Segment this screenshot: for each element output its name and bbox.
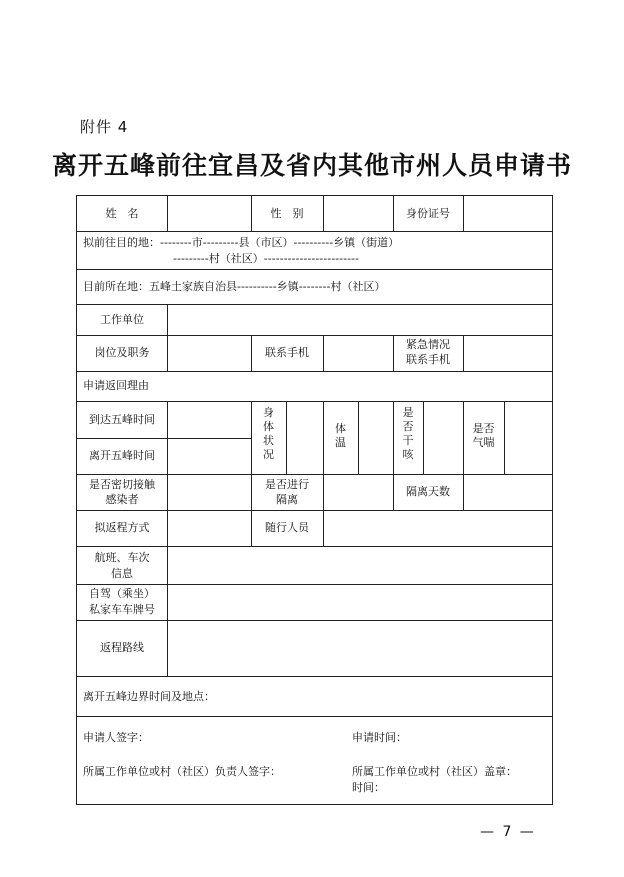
leave-time-label: 离开五峰时间	[89, 449, 155, 462]
row-divider	[77, 401, 552, 402]
row-divider	[77, 269, 552, 270]
border-exit-label: 离开五峰边界时间及地点：	[83, 690, 215, 703]
row-divider	[77, 438, 251, 439]
applicant-signature-label: 申请人签字：	[83, 731, 149, 744]
row-divider	[77, 716, 552, 717]
unit-seal-label: 所属工作单位或村（社区）盖章：	[352, 765, 517, 778]
isolation-label-line2: 隔离	[276, 493, 298, 506]
health-label: 身 体 状 况	[263, 406, 274, 461]
car-plate-label-line2: 私家车车牌号	[89, 603, 155, 616]
col-divider	[167, 584, 168, 676]
annex-label: 附件 4	[80, 118, 129, 136]
col-divider	[286, 401, 287, 474]
phone-label: 联系手机	[265, 346, 309, 359]
col-divider	[167, 196, 168, 231]
col-divider	[167, 401, 168, 474]
destination-line-1: 拟前往目的地：--------市---------县（市区）----------乡镇（街道）	[83, 236, 400, 249]
row-divider	[77, 335, 552, 336]
current-location-label: 目前所在地：五峰土家族自治县----------乡镇--------村（社区）	[83, 280, 386, 293]
row-divider	[77, 474, 552, 475]
unit-signature-label: 所属工作单位或村（社区）负责人签字：	[83, 765, 281, 778]
col-divider	[463, 474, 464, 510]
col-divider	[167, 304, 168, 371]
temperature-label: 体 温	[335, 422, 346, 449]
col-divider	[463, 196, 464, 231]
isolation-days-label: 隔离天数	[406, 485, 450, 498]
work-unit-label: 工作单位	[100, 313, 144, 326]
breath-label: 是否 气喘	[472, 422, 495, 449]
row-divider	[77, 231, 552, 232]
row-divider	[77, 371, 552, 372]
row-divider	[77, 304, 552, 305]
flight-info-label-line2: 信息	[111, 567, 133, 580]
col-divider	[167, 474, 168, 584]
arrive-time-label: 到达五峰时间	[89, 413, 155, 426]
row-divider	[77, 620, 552, 621]
reason-label: 申请返回理由	[83, 379, 149, 392]
companions-label: 随行人员	[265, 521, 309, 534]
close-contact-label-line2: 感染者	[105, 493, 139, 506]
col-divider	[423, 401, 424, 474]
page-number: — 7 —	[480, 824, 536, 840]
row-divider	[77, 584, 552, 585]
return-route-label: 返程路线	[100, 641, 144, 654]
col-divider	[504, 401, 505, 474]
destination-line-2: ---------村（社区）------------------------	[173, 252, 359, 265]
emergency-label: 紧急情况	[406, 338, 450, 351]
close-contact-label: 是否密切接触	[89, 478, 155, 491]
return-mode-label: 拟返程方式	[94, 521, 150, 534]
apply-time-label: 申请时间：	[352, 731, 407, 744]
col-divider	[463, 335, 464, 371]
seal-time-label: 时间：	[352, 781, 385, 794]
name-label: 姓 名	[105, 207, 139, 220]
position-label: 岗位及职务	[94, 346, 150, 359]
application-form	[76, 195, 553, 805]
emergency-label-line2: 联系手机	[406, 353, 450, 366]
document-title: 离开五峰前往宜昌及省内其他市州人员申请书	[51, 151, 572, 180]
col-divider	[323, 474, 324, 546]
row-divider	[77, 510, 552, 511]
col-divider	[323, 335, 324, 371]
isolation-label: 是否进行	[265, 478, 309, 491]
col-divider	[358, 401, 359, 474]
row-divider	[77, 676, 552, 677]
col-divider	[323, 196, 324, 231]
car-plate-label: 自驾（乘坐）	[89, 587, 155, 600]
gender-label: 性 别	[270, 207, 304, 220]
id-number-label: 身份证号	[406, 207, 450, 220]
cough-label: 是 否 干 咳	[402, 406, 414, 461]
row-divider	[77, 546, 552, 547]
flight-info-label: 航班、车次	[94, 551, 150, 564]
